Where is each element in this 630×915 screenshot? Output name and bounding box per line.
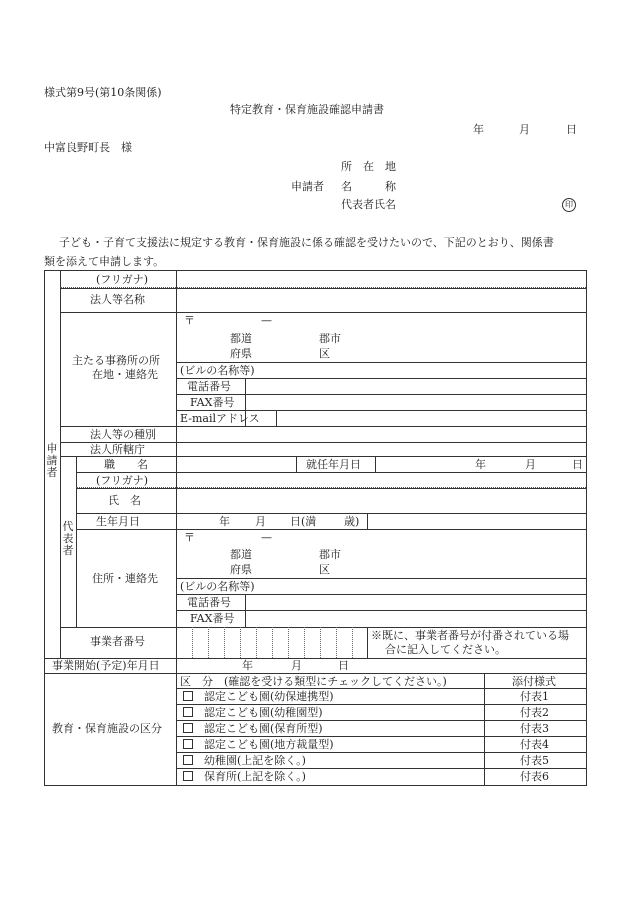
applicant-location-label: 所 在 地: [341, 160, 396, 173]
category-label: 保育所(上記を除く。): [204, 770, 306, 783]
category-label: 認定こども園(保育所型): [204, 722, 323, 735]
category-checkbox[interactable]: [183, 755, 193, 765]
category-attachment: 付表1: [520, 690, 549, 703]
applicant-name-label: 名 称: [341, 180, 396, 193]
category-attachment: 付表2: [520, 706, 549, 719]
addressee: 中富良野町長 様: [44, 141, 132, 154]
facility-category-label: 教育・保育施設の区分: [52, 722, 162, 735]
position-label: 職 名: [104, 458, 148, 471]
corp-furigana-label: (フリガナ): [96, 273, 149, 286]
rep-name-label: 氏 名: [108, 494, 141, 507]
start-month: 月: [291, 659, 302, 672]
intro-line-1: 子ども・子育て支援法に規定する教育・保育施設に係る確認を受けたいので、下記のとおり、関係書: [59, 236, 554, 249]
date-day: 日: [566, 123, 577, 136]
office-email-label: E-mailアドレス: [180, 412, 260, 425]
rep-fax-label: FAX番号: [190, 612, 235, 625]
category-label: 幼稚園(上記を除く。): [204, 754, 306, 767]
office-label-line-2: 在地・連絡先: [92, 368, 158, 381]
start-year: 年: [242, 659, 253, 672]
rep-gunshi: 郡市: [319, 548, 341, 561]
office-todo: 都道: [230, 332, 252, 345]
office-fuken: 府県: [230, 347, 252, 360]
appointed-year: 年: [475, 458, 486, 471]
category-checkbox[interactable]: [183, 723, 193, 733]
authority-label: 法人所轄庁: [90, 443, 145, 456]
representative-vertical-label: 代表者: [62, 520, 74, 557]
office-fax-label: FAX番号: [190, 396, 235, 409]
business-number-note-2: 合に記入してください。: [385, 643, 506, 656]
rep-building-label: (ビルの名称等): [180, 580, 255, 593]
applicant-label: 申請者: [291, 180, 324, 193]
category-label: 認定こども園(地方裁量型): [204, 738, 334, 751]
rep-fuken: 府県: [230, 563, 252, 576]
rep-ku: 区: [319, 563, 330, 576]
birth-month: 月: [255, 515, 266, 528]
office-ku: 区: [319, 347, 330, 360]
office-phone-label: 電話番号: [187, 380, 231, 393]
office-building-label: (ビルの名称等): [180, 364, 255, 377]
date-month: 月: [519, 123, 530, 136]
appointed-month: 月: [525, 458, 536, 471]
office-gunshi: 郡市: [319, 332, 341, 345]
seal-mark: 印: [562, 198, 576, 212]
category-attachment: 付表3: [520, 722, 549, 735]
office-postal-mark: 〒: [184, 314, 195, 327]
corp-name-label: 法人等名称: [90, 293, 145, 306]
rep-postal-dash: —: [261, 531, 272, 544]
applicant-rep-label: 代表者氏名: [341, 198, 396, 211]
applicant-vertical-label: 申請者: [46, 442, 58, 479]
corp-type-label: 法人等の種別: [90, 428, 156, 441]
birth-year: 年: [219, 515, 230, 528]
office-postal-dash: —: [261, 314, 272, 327]
start-date-label: 事業開始(予定)年月日: [52, 659, 160, 672]
form-number: 様式第9号(第10条関係): [44, 86, 162, 99]
category-checkbox[interactable]: [183, 739, 193, 749]
category-checkbox[interactable]: [183, 691, 193, 701]
document-title: 特定教育・保育施設確認申請書: [230, 103, 384, 116]
category-attachment: 付表6: [520, 770, 549, 783]
rep-address-label: 住所・連絡先: [92, 572, 158, 585]
birth-age-close: 歳): [344, 515, 360, 528]
birth-age-open: 日(満: [290, 515, 317, 528]
category-attachment: 付表4: [520, 738, 549, 751]
date-year: 年: [473, 123, 484, 136]
appointed-date-label: 就任年月日: [306, 458, 361, 471]
category-checkbox[interactable]: [183, 707, 193, 717]
appointed-day: 日: [572, 458, 583, 471]
rep-todo: 都道: [230, 548, 252, 561]
category-label: 認定こども園(幼保連携型): [204, 690, 334, 703]
intro-line-2: 類を添えて申請します。: [44, 255, 165, 268]
business-number-label: 事業者番号: [90, 635, 145, 648]
start-day: 日: [338, 659, 349, 672]
category-label: 認定こども園(幼稚園型): [204, 706, 323, 719]
birth-date-label: 生年月日: [96, 515, 140, 528]
office-label-line-1: 主たる事務所の所: [72, 354, 160, 367]
category-header: 区 分 (確認を受ける類型にチェックしてください。): [180, 675, 447, 688]
category-attachment: 付表5: [520, 754, 549, 767]
category-checkbox[interactable]: [183, 771, 193, 781]
rep-furigana-label: (フリガナ): [96, 474, 149, 487]
rep-postal-mark: 〒: [184, 531, 195, 544]
rep-phone-label: 電話番号: [187, 596, 231, 609]
attachment-header: 添付様式: [512, 675, 556, 688]
business-number-note-1: ※既に、事業者番号が付番されている場: [371, 629, 569, 642]
